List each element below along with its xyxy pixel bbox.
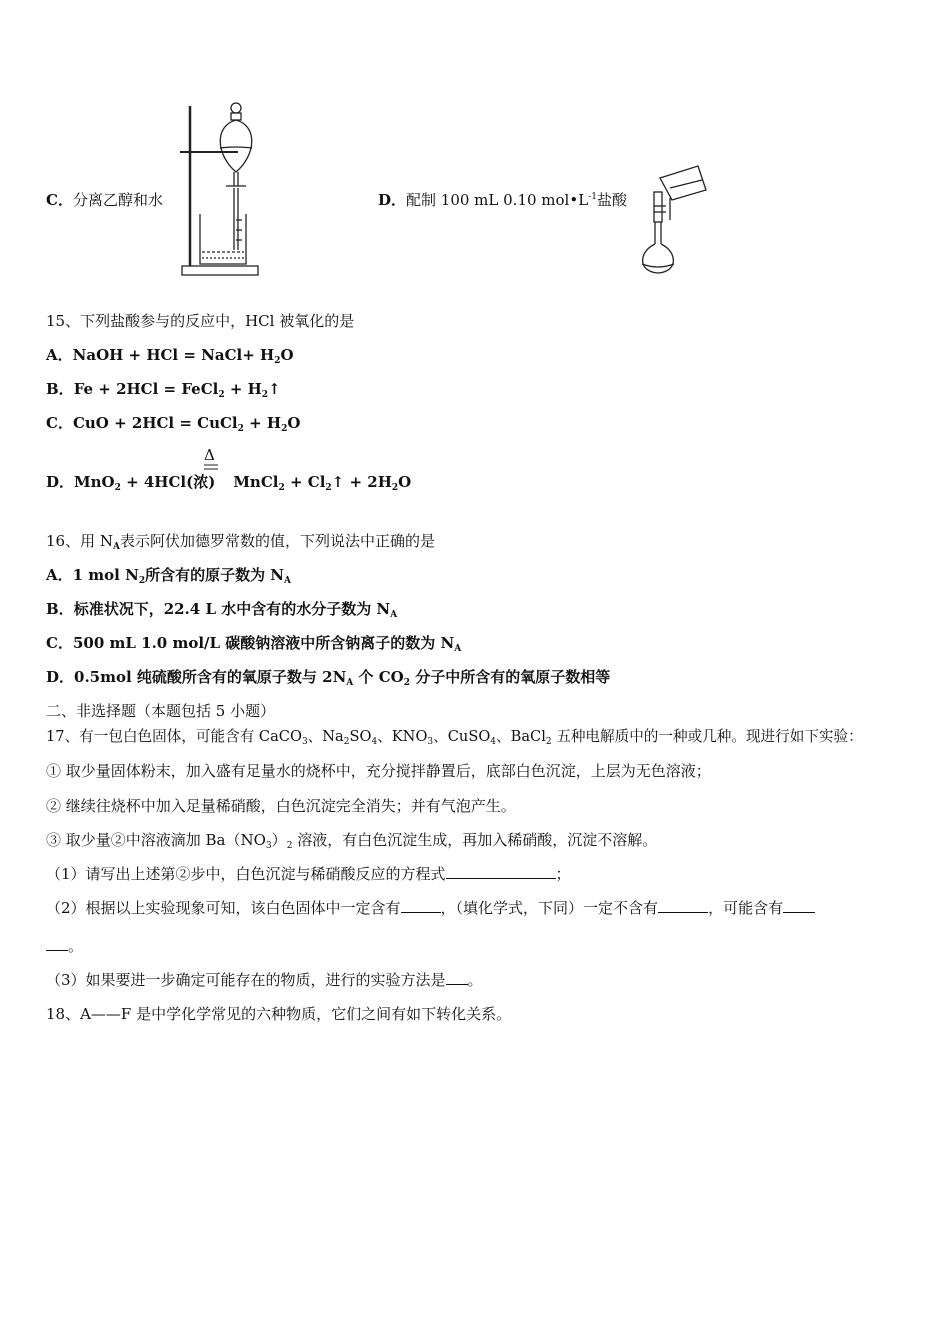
q15-option-d bbox=[46, 472, 411, 492]
q17-step-2 bbox=[46, 796, 516, 816]
question-stem: 五种电解质中的一种或几种。现进行如下实验： bbox=[551, 728, 863, 745]
step-text: ） bbox=[271, 831, 287, 849]
subscript: A bbox=[390, 610, 398, 620]
option-letter: D． bbox=[46, 473, 75, 491]
subscript: 2 bbox=[278, 483, 285, 493]
option-text: + Cl bbox=[284, 473, 326, 491]
sub-question-text: ，可能含有 bbox=[708, 899, 784, 917]
step-text: 溶液，有白色沉淀生成，再加入稀硝酸，沉淀不溶解。 bbox=[292, 831, 658, 849]
option-letter: D． bbox=[378, 191, 407, 209]
answer-blank[interactable] bbox=[446, 864, 556, 879]
option-letter: A． bbox=[46, 346, 73, 364]
option-text: ↑ + 2H bbox=[331, 473, 392, 491]
option-letter: A． bbox=[46, 566, 73, 584]
q17-sub-question-2-continued bbox=[46, 936, 83, 956]
answer-blank[interactable] bbox=[783, 898, 815, 913]
q18-stem bbox=[46, 1004, 511, 1024]
q17-step-3 bbox=[46, 830, 657, 850]
q17-sub-question-2 bbox=[46, 898, 815, 918]
option-text: 盐酸 bbox=[596, 191, 627, 209]
subscript: 3 bbox=[427, 737, 434, 747]
q16-option-b bbox=[46, 599, 397, 619]
option-text: 分离乙醇和水 bbox=[72, 191, 163, 209]
q16-stem bbox=[46, 531, 435, 551]
question-stem: 18、A——F 是中学化学常见的六种物质，它们之间有如下转化关系。 bbox=[46, 1005, 512, 1023]
subscript: 2 bbox=[325, 483, 332, 493]
option-text: MnCl bbox=[233, 473, 279, 491]
q15-stem bbox=[46, 311, 354, 331]
sub-question-text: ； bbox=[555, 865, 571, 883]
section-heading: 二、非选择题（本题包括 5 小题） bbox=[46, 702, 276, 720]
subscript: 2 bbox=[274, 356, 281, 366]
answer-blank[interactable] bbox=[401, 898, 441, 913]
subscript: 2 bbox=[545, 737, 552, 747]
subscript: A bbox=[346, 678, 354, 688]
subscript: 2 bbox=[286, 841, 293, 851]
option-text: 分子中所含有的氧原子数相等 bbox=[409, 668, 611, 686]
subscript: 4 bbox=[371, 737, 378, 747]
question-stem: 15、下列盐酸参与的反应中，HCl 被氧化的是 bbox=[46, 312, 355, 330]
question-stem: 、Na bbox=[307, 728, 344, 745]
option-letter: C． bbox=[46, 191, 73, 209]
option-letter: B． bbox=[46, 380, 74, 398]
question-stem: 17、有一包白色固体，可能含有 CaCO bbox=[46, 728, 302, 745]
question-stem: 、BaCl bbox=[496, 728, 546, 745]
option-text: + H bbox=[243, 414, 282, 432]
sub-question-text: （2）根据以上实验现象可知，该白色固体中一定含有 bbox=[46, 899, 401, 917]
sub-question-text: 。 bbox=[68, 937, 84, 955]
option-text: O bbox=[280, 346, 294, 364]
q17-step-1 bbox=[46, 761, 711, 781]
step-text: ② 继续往烧杯中加入足量稀硝酸，白色沉淀完全消失；并有气泡产生。 bbox=[46, 797, 516, 815]
question-stem: 、KNO bbox=[377, 728, 428, 745]
step-text: ③ 取少量②中溶液滴加 Ba（NO bbox=[46, 831, 266, 849]
option-text: CuO + 2HCl = CuCl bbox=[72, 414, 238, 432]
q16-option-a bbox=[46, 565, 291, 585]
option-text: 配制 100 mL 0.10 mol•L bbox=[406, 191, 589, 209]
subscript: 2 bbox=[403, 678, 410, 688]
heating-condition-symbol bbox=[204, 447, 215, 463]
subscript: A bbox=[112, 542, 120, 552]
option-text: + H bbox=[224, 380, 262, 398]
delta-sign: Δ bbox=[204, 446, 215, 464]
subscript: 2 bbox=[114, 483, 121, 493]
subscript: 2 bbox=[138, 576, 146, 586]
step-text: ① 取少量固体粉末，加入盛有足量水的烧杯中，充分搅拌静置后，底部白色沉淀，上层为无色溶液； bbox=[46, 762, 711, 780]
option-text: 1 mol N bbox=[72, 566, 139, 584]
subscript: 2 bbox=[281, 424, 288, 434]
option-text: 0.5mol 纯硫酸所含有的氧原子数与 2N bbox=[74, 668, 347, 686]
q15-option-a bbox=[46, 345, 294, 365]
option-letter: C． bbox=[46, 414, 73, 432]
answer-blank[interactable] bbox=[658, 898, 708, 913]
equals-sign-long bbox=[203, 463, 219, 471]
subscript: 4 bbox=[490, 737, 497, 747]
volumetric-flask-figure bbox=[630, 160, 720, 278]
option-d-prepare-hcl bbox=[378, 190, 627, 210]
subscript: 2 bbox=[218, 390, 225, 400]
q17-stem bbox=[46, 727, 863, 747]
subscript: A bbox=[454, 644, 462, 654]
subscript: 2 bbox=[343, 737, 350, 747]
separatory-funnel-figure bbox=[176, 100, 266, 280]
option-text: NaOH + HCl = NaCl+ H bbox=[72, 346, 275, 364]
q17-sub-question-1 bbox=[46, 864, 571, 884]
answer-blank[interactable] bbox=[446, 970, 468, 985]
option-text: + 4HCl(浓) bbox=[120, 473, 216, 491]
option-letter: D． bbox=[46, 668, 75, 686]
option-letter: C． bbox=[46, 634, 73, 652]
option-c-separate-ethanol-water bbox=[46, 190, 163, 210]
option-text: O bbox=[398, 473, 412, 491]
question-stem: 表示阿伏加德罗常数的值，下列说法中正确的是 bbox=[119, 532, 435, 550]
q15-option-b bbox=[46, 379, 281, 399]
q17-sub-question-3 bbox=[46, 970, 483, 990]
sub-question-text: （3）如果要进一步确定可能存在的物质，进行的实验方法是 bbox=[46, 971, 446, 989]
option-text: Fe + 2HCl = FeCl bbox=[73, 380, 219, 398]
q16-option-d bbox=[46, 667, 610, 687]
option-text: 个 CO bbox=[353, 668, 404, 686]
subscript: 2 bbox=[391, 483, 399, 493]
answer-blank[interactable] bbox=[46, 936, 68, 951]
sub-question-text: （1）请写出上述第②步中，白色沉淀与稀硝酸反应的方程式 bbox=[46, 865, 446, 883]
option-text: MnO bbox=[74, 473, 115, 491]
option-text: ↑ bbox=[268, 380, 281, 398]
subscript: 2 bbox=[237, 424, 244, 434]
section-title bbox=[46, 701, 275, 721]
sub-question-text: 。 bbox=[467, 971, 483, 989]
option-text: 500 mL 1.0 mol/L 碳酸钠溶液中所含钠离子的数为 N bbox=[72, 634, 455, 652]
option-letter: B． bbox=[46, 600, 74, 618]
sub-question-text: ，（填化学式，下同）一定不含有 bbox=[440, 899, 659, 917]
subscript: A bbox=[284, 576, 291, 586]
question-stem: SO bbox=[349, 728, 372, 745]
subscript: 3 bbox=[265, 841, 272, 851]
q15-option-c bbox=[46, 413, 300, 433]
question-stem: 16、用 N bbox=[46, 532, 113, 550]
subscript: 3 bbox=[301, 737, 308, 747]
option-text: 标准状况下，22.4 L 水中含有的水分子数为 N bbox=[73, 600, 391, 618]
superscript: -1 bbox=[588, 192, 597, 202]
option-text: O bbox=[287, 414, 301, 432]
question-stem: 、CuSO bbox=[433, 728, 491, 745]
subscript: 2 bbox=[261, 390, 269, 400]
option-text: 所含有的原子数为 N bbox=[145, 566, 285, 584]
q16-option-c bbox=[46, 633, 461, 653]
